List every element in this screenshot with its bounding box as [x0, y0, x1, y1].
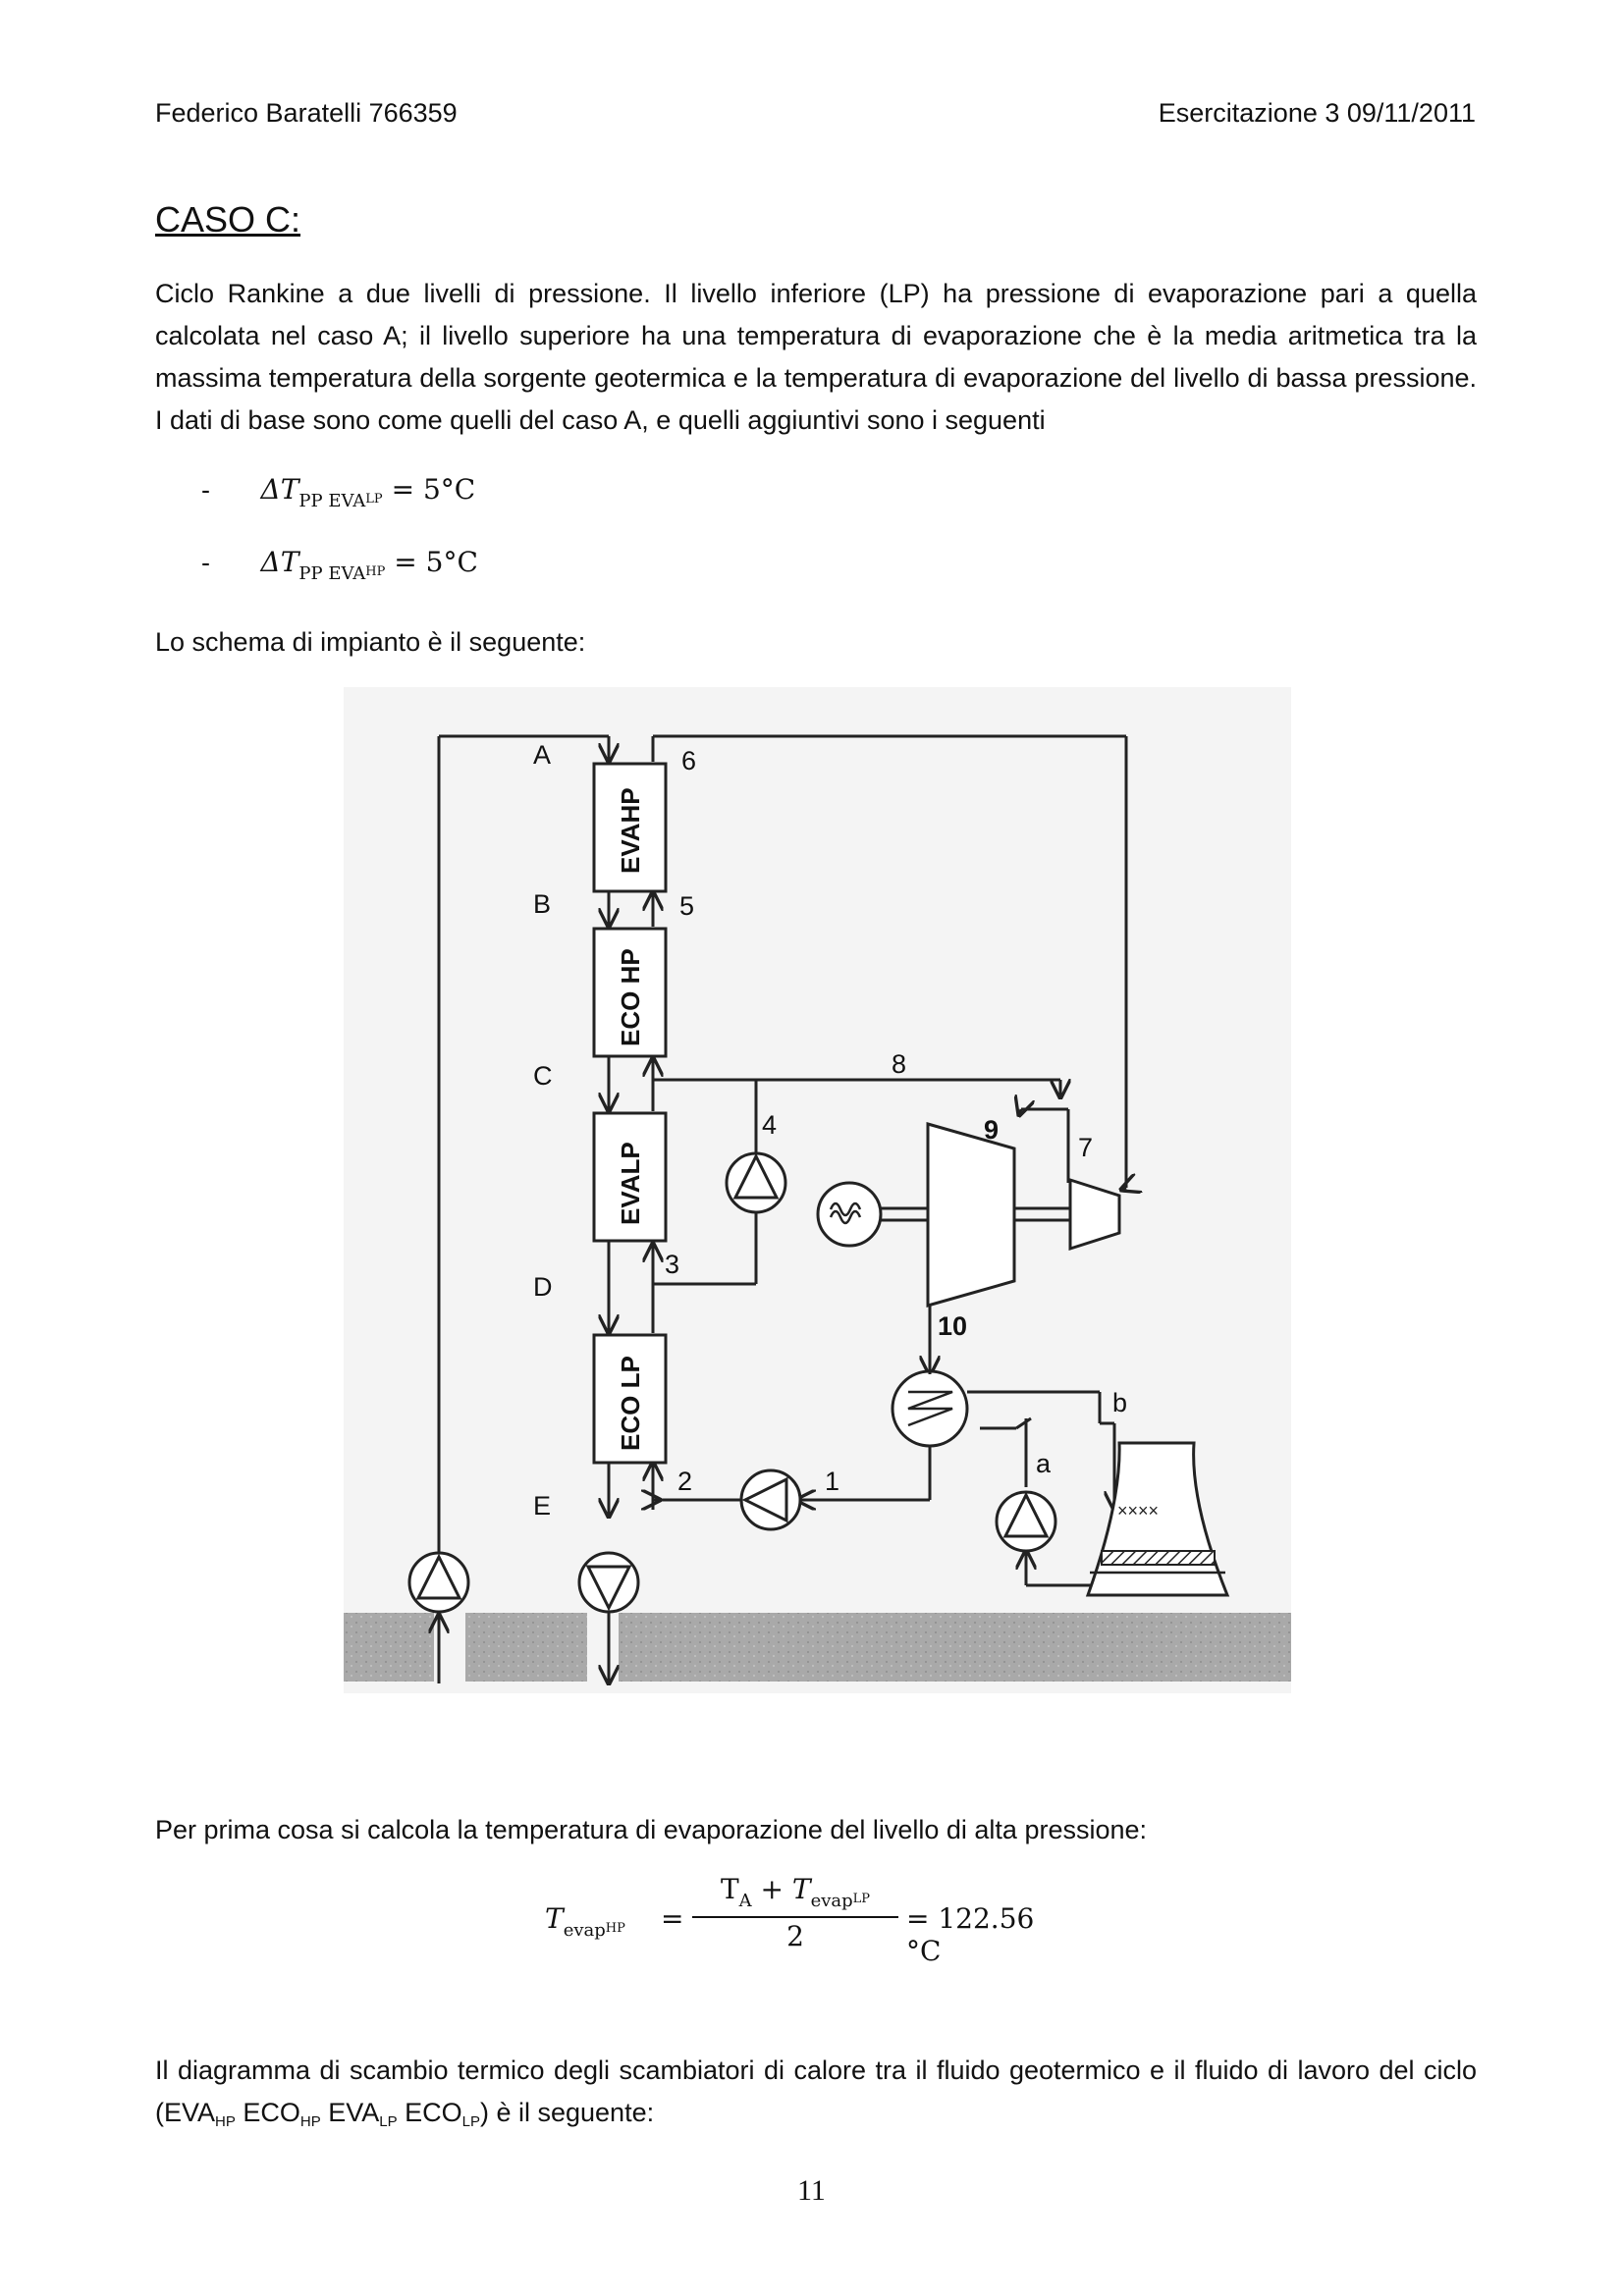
header-author: Federico Baratelli 766359 — [155, 98, 458, 128]
equation-lhs: $T_{evapHP}$ — [545, 1902, 625, 1941]
generator — [818, 1183, 881, 1246]
bullet-dash: - — [201, 548, 210, 577]
label-ecolp: ECO LP — [616, 1356, 645, 1451]
equation-fraction: $T_A + T_{evapLP}$ 2 — [692, 1873, 898, 1952]
bullet-item — [201, 473, 475, 511]
label-1: 1 — [825, 1467, 840, 1496]
section-title: CASO C: — [155, 199, 301, 240]
label-4: 4 — [762, 1110, 778, 1140]
bullet-item — [201, 546, 478, 584]
ground — [344, 1613, 1291, 1682]
paragraph-schema: Lo schema di impianto è il seguente: — [155, 627, 586, 657]
bullet-formula: $\Delta T_{PP EVALP} = 5^\circ C$ — [260, 473, 476, 511]
paragraph-step1: Per prima cosa si calcola la temperatura di evaporazione del livello di alta pressione: — [155, 1815, 1148, 1844]
bullet-dash: - — [201, 475, 210, 505]
label-A: A — [533, 740, 552, 770]
label-7: 7 — [1078, 1133, 1094, 1162]
paragraph-intro: Ciclo Rankine a due livelli di pressione. Il livello inferiore (LP) ha pressione di evaporazione pari a quella calcolata nel caso A; il livello superiore ha una temperatura di evaporazione che è la media aritmetica tra la massima temperatura della sorgente geotermica e la temperatura di evaporazione del livello di bassa pressione. I dati di base sono come quelli del caso A, e quelli aggiuntivi sono i seguenti — [155, 279, 1477, 435]
label-a: a — [1036, 1449, 1052, 1478]
label-B: B — [533, 889, 552, 919]
label-evahp: EVAHP — [616, 787, 645, 874]
equation-result: = 122.56 °C — [906, 1902, 1035, 1967]
label-C: C — [533, 1061, 553, 1091]
label-D: D — [533, 1272, 553, 1302]
label-ecohp: ECO HP — [616, 948, 645, 1046]
label-5: 5 — [679, 891, 695, 921]
page-number: 11 — [797, 2174, 826, 2207]
paragraph-diagram-intro: Il diagramma di scambio termico degli scambiatori di calore tra il fluido geotermico e il fluido di lavoro del ciclo (EVAHP ECOHP EVALP ECOLP) è il seguente: — [155, 2056, 1477, 2130]
label-2: 2 — [677, 1467, 693, 1496]
label-6: 6 — [681, 746, 697, 775]
equation-equals: = — [661, 1902, 684, 1935]
equation-tevap-hp — [545, 1873, 1055, 1967]
label-9: 9 — [984, 1115, 1000, 1145]
turbine-lp — [928, 1124, 1014, 1306]
label-b: b — [1112, 1388, 1128, 1417]
label-3: 3 — [665, 1250, 680, 1279]
header-exercise: Esercitazione 3 09/11/2011 — [1158, 98, 1476, 128]
label-8: 8 — [892, 1049, 907, 1079]
bullet-formula: $\Delta T_{PP EVAHP} = 5^\circ C$ — [260, 546, 478, 584]
svg-text:××××: ×××× — [1117, 1501, 1160, 1521]
label-evalp: EVALP — [616, 1142, 645, 1225]
plant-schematic — [344, 687, 1291, 1693]
label-10: 10 — [938, 1311, 968, 1341]
label-E: E — [533, 1491, 552, 1521]
